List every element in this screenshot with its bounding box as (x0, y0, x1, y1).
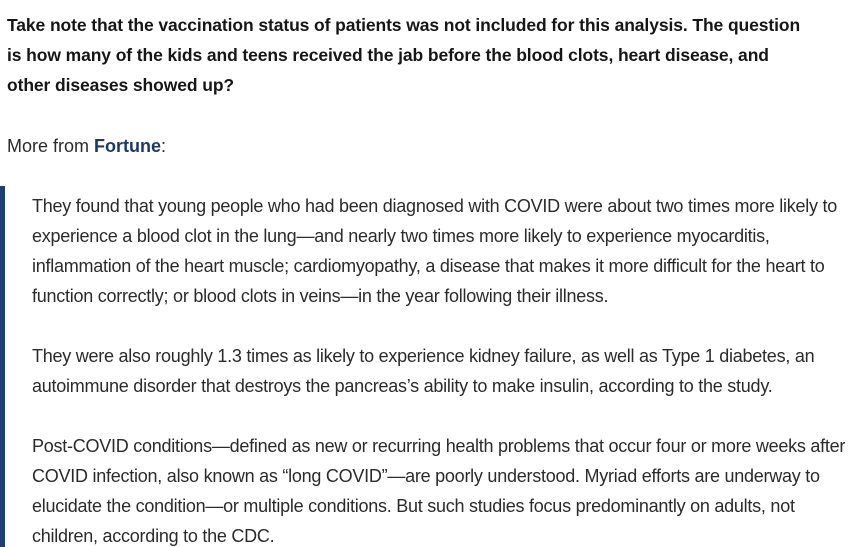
more-from-line (7, 131, 166, 161)
quote-paragraph-2: They were also roughly 1.3 times as likely to experience kidney failure, as well as Type 1 diabetes, an autoimmune disorder that destroys the pancreas’s ability to make insulin, according to the study. (32, 346, 815, 396)
quote-paragraph-1: They found that young people who had been diagnosed with COVID were about two times more likely to experience a blood clot in the lung—and nearly two times more likely to experience myocarditis, inflammation of the heart muscle; cardiomyopathy, a disease that makes it more difficult for the heart to function correctly; or blood clots in veins—in the year following their illness. (32, 196, 837, 306)
more-from-suffix: : (161, 136, 167, 156)
intro-paragraph: Take note that the vaccination status of patients was not included for this analysis. The question is how many of the kids and teens received the jab before the blood clots, heart disease, and other diseases showed up? (7, 15, 801, 95)
blockquote (0, 186, 852, 547)
quote-paragraph-3: Post-COVID conditions—defined as new or recurring health problems that occur four or more weeks after COVID infection, also known as “long COVID”—are poorly understood. Myriad efforts are underway to elucidate the condition—or multiple conditions. But such studies focus predominantly on adults, not children, according to the CDC. (32, 436, 846, 546)
blockquote-bar (0, 186, 5, 547)
fortune-link[interactable]: Fortune (94, 136, 162, 156)
more-from-prefix: More from (7, 136, 95, 156)
